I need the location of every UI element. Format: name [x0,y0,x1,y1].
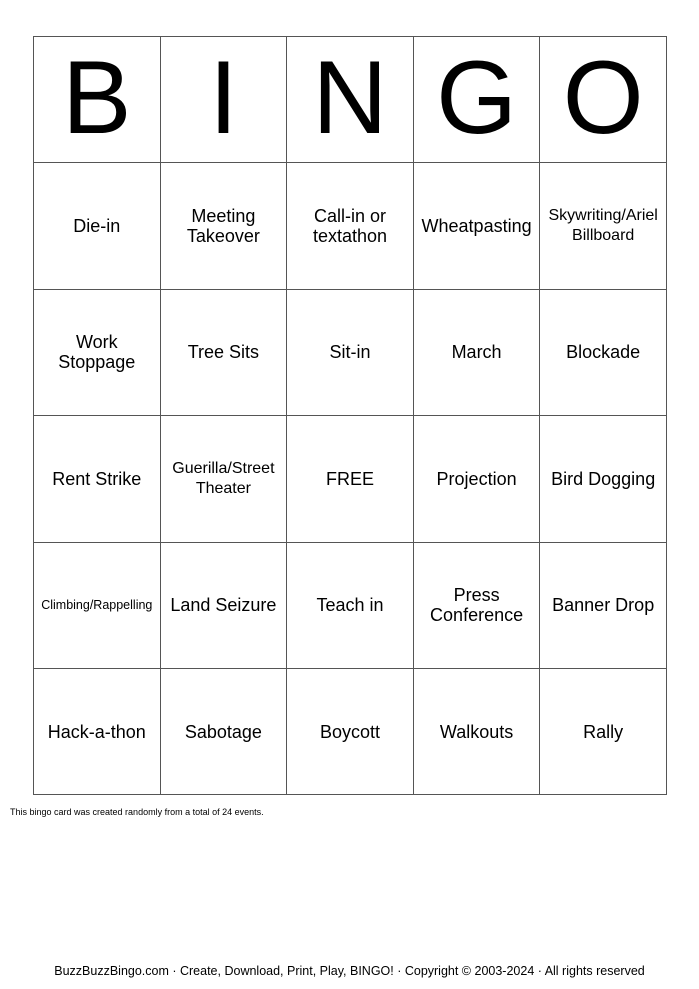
bingo-cell: March [413,289,540,415]
page-footer: BuzzBuzzBingo.com · Create, Download, Print, Play, BINGO! · Copyright © 2003-2024 · All rights reserved [54,964,645,978]
bingo-cell: Hack-a-thon [34,668,161,794]
bingo-cell: Banner Drop [540,542,667,668]
bingo-row-5 [34,668,667,794]
bingo-cell: Die-in [34,163,161,289]
bingo-cell: Teach in [287,542,414,668]
bingo-cell: Boycott [287,668,414,794]
bingo-cell: Skywriting/Ariel Billboard [540,163,667,289]
bingo-cell: Call-in or textathon [287,163,414,289]
bingo-letter-n: N [287,37,414,163]
bingo-cell: Press Conference [413,542,540,668]
bingo-cell: Wheatpasting [413,163,540,289]
bingo-row-3 [34,416,667,542]
bingo-cell: Meeting Takeover [160,163,287,289]
bingo-cell: Land Seizure [160,542,287,668]
bingo-free-cell: FREE [287,416,414,542]
bingo-cell: Bird Dogging [540,416,667,542]
bingo-letter-g: G [413,37,540,163]
bingo-row-4 [34,542,667,668]
bingo-cell: Sabotage [160,668,287,794]
bingo-header-row [34,37,667,163]
bingo-cell: Guerilla/Street Theater [160,416,287,542]
bingo-cell: Rally [540,668,667,794]
bingo-cell: Work Stoppage [34,289,161,415]
bingo-cell: Projection [413,416,540,542]
bingo-cell: Tree Sits [160,289,287,415]
bingo-card [33,36,667,795]
bingo-row-2 [34,289,667,415]
card-generation-note: This bingo card was created randomly from a total of 24 events. [10,807,264,817]
bingo-letter-i: I [160,37,287,163]
bingo-row-1 [34,163,667,289]
bingo-cell: Walkouts [413,668,540,794]
bingo-cell: Sit-in [287,289,414,415]
bingo-letter-o: O [540,37,667,163]
bingo-letter-b: B [34,37,161,163]
bingo-cell: Blockade [540,289,667,415]
bingo-cell: Rent Strike [34,416,161,542]
bingo-cell: Climbing/Rappelling [34,542,161,668]
